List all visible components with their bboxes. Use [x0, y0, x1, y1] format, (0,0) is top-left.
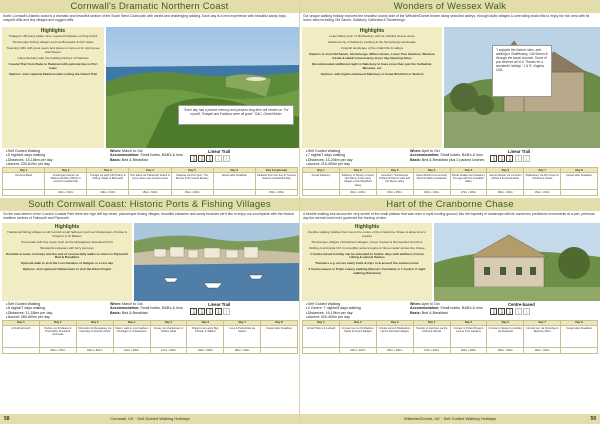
highlights-title: Highlights [359, 28, 385, 34]
highlight-item: 1 Centre-based holiday can be extended to further days with addition of more rolling & natural themes [310, 251, 424, 260]
itinerary-details: Arrival Salisbury Salisbury to Stoney: Ancient Old Sarum & the pretty villages of the Woodford valley Amesbury: Stonehenge Dollard & historic trails and the Wylye valley Great Wishford via Grovely Wood & Wilton heartlands Broad Chalke via Chiselbury Iron Age Hill Fort & Nadder Valley Iwerne Minster via Compton Abbas & Fontmell Down Shaftesbury via Win Green & Cranborne Chase Depart after breakfast [303, 173, 598, 190]
highlight-item: Medieval city of Salisbury bustling at the Stonehenge landscape [328, 39, 416, 44]
fact-item: ▸ 5 nights/6 days walking [6, 153, 53, 157]
walker-icon: 🚶 [523, 308, 530, 315]
fact-item: ▸ Distances: 11-18km per day [6, 311, 52, 315]
highlights-row [0, 223, 299, 301]
itinerary-table [2, 167, 298, 196]
section-intro: A flexible walking tour across the very centre of the chalk plateau that was once a royal hunting ground; this rich tapestry of landscape with its numerous prehistoric monuments at a part, personal day the eternal loved over governed the hunting of deer. [303, 211, 595, 221]
tour-facts [306, 302, 361, 320]
itinerary-table [302, 320, 598, 354]
itinerary-table [2, 320, 298, 354]
walker-icon: 🚶 [199, 308, 206, 315]
page-footer [300, 414, 600, 424]
highlight-item: Options: Join optional Charlestown to visit the Eden Project [22, 267, 112, 272]
highlight-item: Picturesque fishing villages such as Boscastle & Port Isaac [12, 39, 94, 44]
walker-icon: 🚶 [191, 156, 198, 162]
itinerary-distances: 20km • 220m 15km • 250m 18km • 240m 17km • 300m 18km • 400m 16km • 210m [303, 190, 598, 195]
highlights-title: Highlights [40, 28, 66, 34]
tour-facts [6, 302, 52, 320]
section-title: Wonders of Wessex Walk [300, 0, 600, 13]
fact-item: ▸ 8 nights/7 days walking [6, 306, 52, 310]
highlight-item: Wonderful estuaries with ferry journeys [40, 245, 94, 250]
highlight-item: Traditional fishing villages & old Cornish small harbours such as Charlestown, Portloe & Polperro & St Mawes [7, 229, 127, 238]
fact-item: ▸ Distances: 13-20km per day [306, 158, 353, 162]
footer-title: Wiltshire/Dorset, UK · Self Guided Walking Holidays [403, 416, 497, 421]
page-footer [0, 414, 300, 424]
tour-info [300, 148, 600, 167]
section-intro: North Cornwall's Atlantic coast is a dramatic and beautiful section of the South West Coast path with varied and challenging walking. Each day is a new experience with beautiful sandy bays, unspoilt cliffs and tiny villages and rugged cliffs. [3, 14, 287, 23]
highlight-item: Options: Join optional Padstow with cycling the Camel Trail [9, 71, 97, 76]
walker-icon: 🚶 [191, 308, 198, 315]
fact-item: ▸ 2 Centre: 7 nights/6 days walking [306, 306, 361, 310]
highlights-box [302, 223, 432, 301]
fact-item: ▸ Distances: 16-19km per day [306, 311, 361, 315]
highlight-item: Tintagel's cliff-hung castle ruins, reputed birthplace of King Arthur [8, 34, 98, 38]
section-intro: Our unique walking holiday explores the beautiful county side of the Wiltshire/Dorset border along secluded valleys, through idyllic villages & overrolling chalk hills to enjoy the rich area with its iconic sites including Old Sarum, Salisbury Cathedral & Stonehenge. [303, 14, 590, 23]
highlight-item: Optional walk to visit the Lost Gardens of Heligan or a rest day [20, 261, 114, 266]
fact-item: ▸ Ascent: 215-400m per day [306, 162, 353, 166]
fact-item: ▸ Self Guided Walking [306, 302, 361, 306]
fact-item: ▸ Ascent: 320-400m per day [306, 315, 361, 319]
itinerary-days: Day 1 Day 2 Day 3 Day 4 Day 5 Day 6 Day 7 Day 8 [3, 320, 298, 325]
when-value: March to Oct [121, 149, 143, 153]
walker-icon: 🚶 [215, 308, 222, 315]
itinerary-details: Arrival at Bude Crackington Haven via Widemouth Bay (15/16) or Cornish Coastal Path Tintagel via High Cliff (19km) & fishing village of Boscastle Port Isaac via Trebarwith Strand & some views over ancient coves Padstow via Port Quin, The Rumps & the Camel Estuary Depart after breakfast Padstow from tour bus to Trevose Head & Constantine Bay [3, 173, 298, 190]
fact-item: ▸ Ascent: 330-610m per day [6, 162, 53, 166]
tour-season: When: March to Oct Accommodation: Small hotels, B&B's & Inns Basis: Bed & Breakfast [110, 301, 183, 315]
itinerary-table [302, 167, 598, 196]
fact-item: ▸ Distances: 15-18km per day [6, 158, 53, 162]
section-title: Cornwall's Dramatic Northern Coast [0, 0, 299, 13]
highlight-item: Camel Estuary with the bustling harbour of Padstow [17, 55, 89, 60]
highlights-title: Highlights [354, 223, 380, 230]
highlight-item: Picturesque villages of thatched cottages, manor houses & flint banded churches [311, 239, 423, 244]
highlight-item: 2 Centre-based or Triple Luxury walking (Sunset / Farnham) or 1 Centre: 6 night walking (Farnham) [308, 267, 426, 276]
section-2 [0, 198, 299, 354]
fact-item: ▸ Ascent: 380-800m per day [6, 315, 52, 319]
walker-icon: 🚶 [507, 156, 514, 162]
testimonial-quote: "I enjoyed the historic sites, and walking in Shaftesbury, Old Sarum & through the burial mounds. Some of you deserve all of it. Thanks for a wonderful holiday." J & R, Virginia, USA [492, 45, 552, 97]
highlights-row [0, 27, 299, 148]
highlight-item: Transfers e.g. across many trails & trips in & around the market centre [315, 261, 419, 266]
highlights-box [2, 27, 104, 148]
section-title: South Cornwall Coast: Historic Ports & Fishing Villages [0, 198, 299, 211]
walker-icon: 🚶 [215, 156, 222, 162]
highlight-item: Options to visit Old Sarum, Stonehenge, Wilton House, Lower Tree Gardens, Wardour Castle & Hawk Conservancy at per day Opening times [309, 51, 435, 60]
difficulty-icons [490, 155, 530, 162]
difficulty-icons [490, 308, 530, 315]
fact-item: ▸ 7 nights/7 days walking [306, 153, 353, 157]
page-number: 58 [4, 416, 10, 422]
tour-info [0, 301, 299, 320]
highlight-item: Least hilltop town of Shaftesbury with its cobbled streets views [329, 34, 415, 38]
highlights-box [302, 27, 442, 148]
right-page [300, 0, 600, 424]
trail-type: Linear Trail [208, 301, 231, 307]
difficulty-icons [190, 155, 230, 162]
section-2 [300, 198, 600, 354]
itinerary-days: Day 1 Day 2 Day 3 Day 4 Day 5 Day 6 Day 6 (optional) [3, 168, 298, 173]
highlight-item: Options: with nights enhanced Salisbury to Great Wishford or Stoford [320, 71, 424, 76]
highlights-title: Highlights [54, 223, 80, 230]
itinerary-details: Arrival Tisbury & Ludwell Circular tour to Old Wardour Castle & Fovant Badges Circular around Shaftesbury via the Donhead villages Transfer to Farnham via the Ashmore Woods Circular to Tollard Royal & Larmer Tree Gardens Circular to Sixpenny Handley via Deanland Circular tour via Pentridge & Bokerley Ditch Depart after breakfast [303, 326, 598, 348]
highlight-item: Possible to leave in Fowey and the end of several daily walks to return to Plymouth Bed & Breakfast [5, 251, 129, 260]
fact-item: ▸ Self Guided Walking [306, 149, 353, 153]
tour-info [300, 301, 600, 320]
highlight-item: Peninsular with fine views such as the Mevagissey Roseland Point [21, 239, 113, 244]
highlight-item: Flexible walking holiday that covers the centre of the Cranborne Chase & allow time to explore [308, 229, 426, 238]
footer-title: Cornwall, UK · Self Guided Walking Holidays [110, 416, 190, 421]
highlight-item: Coastal Trail from Bude to Padstow with optional day to Port Isaac [8, 61, 98, 70]
walker-icon: 🚶 [491, 308, 498, 315]
walker-icon: 🚶 [223, 308, 230, 315]
tour-season: When: April to Oct Accommodation: Small hotels, B&B's & Inns Basis: Bed & Breakfast plus 2 packed lunches [410, 149, 485, 162]
testimonial-quote: "Each day had a picture memory and pictures long-time will remain us. For myself, Tintagel and Padstow were all great." D&C, Great Britain [178, 105, 294, 125]
highlights-row [300, 223, 600, 301]
difficulty-icons [190, 308, 230, 315]
highlights-box [2, 223, 132, 301]
itinerary-distances: 18km • 700m 18km • 810m 11km • 300m 17km • 400m 13km • 500m 18km • 510m [3, 348, 298, 353]
walker-icon: 🚶 [515, 308, 522, 315]
tour-info [0, 148, 299, 167]
itinerary-distances: 16km • 320m 18km • 350m 17km • 330m 19km • 400m 18km • 360m 16km • 340m [303, 348, 598, 353]
trail-type: Centre-based [508, 301, 535, 307]
highlights-row [300, 27, 600, 148]
walker-icon: 🚶 [223, 156, 230, 162]
walker-icon: 🚶 [199, 156, 206, 162]
walker-icon: 🚶 [499, 308, 506, 315]
section-title: Hart of the Cranborne Chase [300, 198, 600, 211]
walker-icon: 🚶 [207, 156, 214, 162]
walker-icon: 🚶 [515, 156, 522, 162]
tour-season: When: March to Oct Accommodation: Small hotels, B&B's & Inns Basis: Bed & Breakfast [110, 149, 183, 162]
walker-icon: 🚶 [523, 156, 530, 162]
harbour-photo [134, 223, 300, 301]
trail-type: Linear Trail [508, 149, 531, 154]
accom-value: Small hotels, B&B's & Inns [140, 153, 183, 158]
basis-value: Bed & Breakfast [121, 157, 148, 162]
coastal-photo [106, 27, 300, 148]
itinerary-details: Arrival Falmouth Portloe via St Mawes & Portscatho, Roseland peninsula Portmellon & Mevagissey via Caerhays & Dodman Point Option: walk to Lost Gardens of Heligan or Charlestown Fowey via Charlestown & Gribbin Head Polperro via Lantic Bay, Polruan & Talland Looe & Portwrinkle via Seaton Depart after breakfast [3, 326, 298, 348]
highlight-item: Towering cliffs with great views and places to look out for spring sea wild flowers [6, 45, 100, 54]
fact-item: ▸ Self Guided Walking [6, 149, 53, 153]
tour-facts [306, 149, 353, 167]
walker-icon: 🚶 [491, 156, 498, 162]
section-intro: On the east stretch of the Cornish Coastal Path there are high cliff top views, picturesque fishing villages, beautiful estuaries and sandy beaches we'd like to enjoy our countryside with the historic maritime centres of Falmouth and Plymouth. [3, 211, 295, 221]
itinerary-days: Day 1 Day 2 Day 3 Day 4 Day 5 Day 6 Day 7 Day 8 [303, 168, 598, 173]
tour-season: When: April to Oct Accommodation: Small hotels, B&B's & Inns Basis: Bed & Breakfast [410, 301, 483, 315]
trail-type: Linear Trail [208, 149, 231, 154]
highlight-item: Unspoilt landscape of the chalk hills & valleys [340, 45, 404, 50]
itinerary-distances: 18km • 640m 18km • 610m 15km • 620m 16km • 600m 15km • 200m [3, 190, 298, 195]
itinerary-days: Day 1 Day 2 Day 3 Day 4 Day 5 Day 6 Day 7 Day 8 [303, 320, 598, 325]
fact-item: ▸ Self Guided Walking [6, 302, 52, 306]
walker-icon: 🚶 [499, 156, 506, 162]
highlight-item: Recommended additional night in Salisbury to have more than just the Cathedral, Museum, etc [312, 61, 432, 70]
village-photo [434, 223, 600, 301]
highlight-item: Rolling countryside rich in incredibly ancient tracks & 'drove roads' across the Chase [309, 245, 425, 250]
tour-facts [6, 149, 53, 167]
page-number: 59 [590, 416, 596, 422]
walker-icon: 🚶 [207, 308, 214, 315]
walker-icon: 🚶 [507, 308, 514, 315]
